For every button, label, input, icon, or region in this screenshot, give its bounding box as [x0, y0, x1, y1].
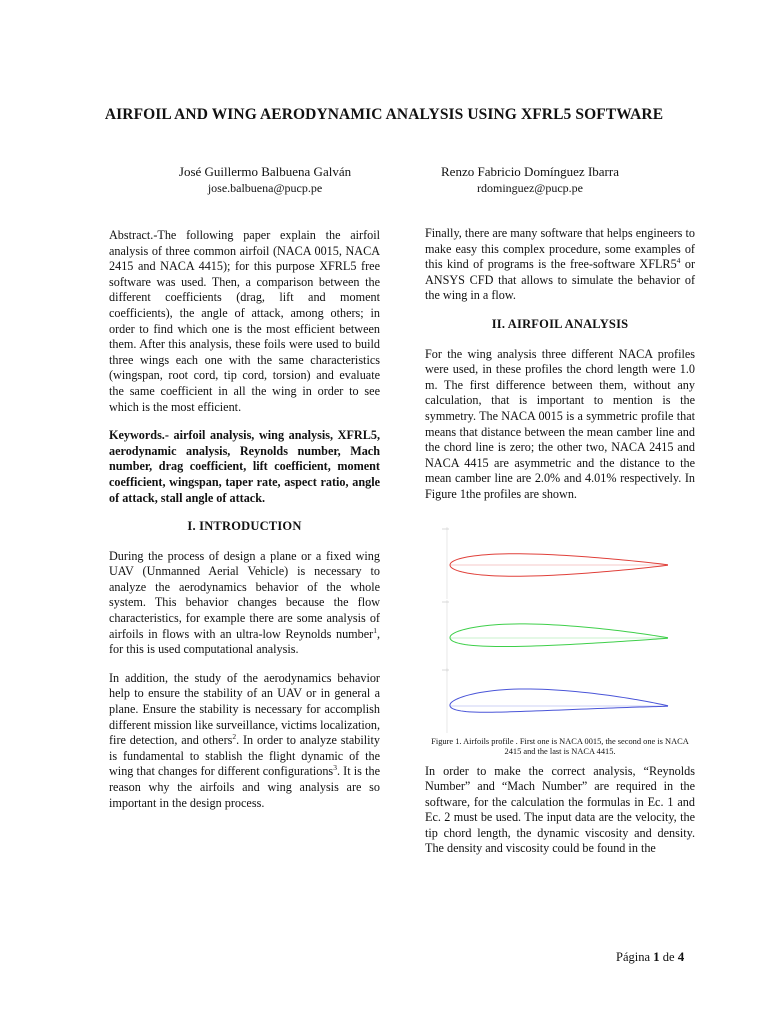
footer-of: de	[662, 950, 675, 964]
section-heading-introduction: I. INTRODUCTION	[187, 519, 302, 534]
footer-label: Página	[616, 950, 651, 964]
figure-caption: Figure 1. Airfoils profile . First one is NACA 0015, the second one is NACA 2415 and the last is NACA 4415.	[431, 736, 689, 756]
section-heading-airfoil-analysis: II. AIRFOIL ANALYSIS	[491, 316, 629, 331]
author-2-email: rdominguez@pucp.pe	[476, 181, 584, 195]
author-2-name: Renzo Fabricio Domínguez Ibarra	[441, 164, 619, 179]
left-column	[109, 228, 380, 824]
intro-paragraph-2: In addition, the study of the aerodynamics behavior help to ensure the stability of an UAV or in general a plane. Ensure the stability is necessary for accomplish different mission like surveillance, victims localization, fire detection, and others$^2$. In order to analyze stability is fundamental to stablish the flight dynamic of the wing that changes for different configurations$^3$. It is the reason why the airfoils and wing analysis are so important in the design process.	[109, 670, 381, 810]
page-footer	[616, 949, 684, 965]
author-1	[140, 163, 390, 197]
keywords: Keywords.- airfoil analysis, wing analysis, XFRL5, aerodynamic analysis, Reynolds number, Mach number, drag coefficient, lift coefficient, moment coefficient, wingspan, taper rate, aspect ratio, angle of attack, stall angle of attack.	[109, 428, 380, 505]
right-paragraph-1: Finally, there are many software that helps engineers to make easy this complex procedure, some examples of this kind of programs is the free-software $XFLR5^4$ or ANSYS CFD that allows to simulate the behavior of the wing in a flow.	[425, 226, 695, 303]
author-2	[405, 163, 655, 197]
footer-total: 4	[677, 949, 685, 964]
right-column	[425, 226, 695, 870]
abstract: Abstract.-The following paper explain the airfoil analysis of three common airfoil (NACA 0015, NACA 2415 and NACA 4415); for this purpose XFRL5 free software was used. Then, a comparison between the different coefficients (drag, lift and moment coefficients), the angle of attack, among others; in order to find which one is the most efficient between them. After this analysis, these foils were used to build three wings each one with the same characteristics (wingspan, root cord, tip cord, torsion) and evaluate the same coefficient in all the wing in order to see which is the most efficient.	[109, 228, 380, 414]
figure-airfoil-profiles	[425, 523, 695, 733]
airfoil-plot	[425, 523, 695, 733]
author-1-email: jose.balbuena@pucp.pe	[207, 181, 323, 195]
right-paragraph-3: In order to make the correct analysis, “Reynolds Number” and “Mach Number” are required in the software, for the calculation the formulas in Ec. 1 and Ec. 2 must be used. The input data are the velocity, the tip chord length, the dynamic viscosity and density. The density and viscosity could be found in the	[425, 763, 695, 856]
airfoil-naca-2415	[450, 623, 668, 646]
airfoil-naca-4415	[450, 688, 668, 711]
right-paragraph-2: For the wing analysis three different NACA profiles were used, in these profiles the chord length were 1.0 m. The first difference between them, without any calculation, that is important to mention is the symmetry. The NACA 0015 is a symmetric profile that means that distance between the mean camber line and the chord line is zero; the other two, NACA 2415 and NACA 4415 are asymmetric and the distance to the mean camber line are 2.0% and 4.01% respectively. In Figure 1the profiles are shown.	[425, 346, 695, 501]
paper-title: AIRFOIL AND WING AERODYNAMIC ANALYSIS USING XFRL5 SOFTWARE	[104, 106, 664, 123]
author-1-name: José Guillermo Balbuena Galván	[178, 164, 352, 179]
intro-paragraph-1: During the process of design a plane or a fixed wing UAV (Unmanned Aerial Vehicle) is necessary to analyze the aerodynamics behavior of the whole system. This behavior changes because the flow characteristics, for example there are some analysis of airfoils in flows with an ultra-low Reynolds number$^1$, for this is used computational analysis.	[109, 548, 380, 657]
footer-page: 1	[653, 949, 660, 964]
